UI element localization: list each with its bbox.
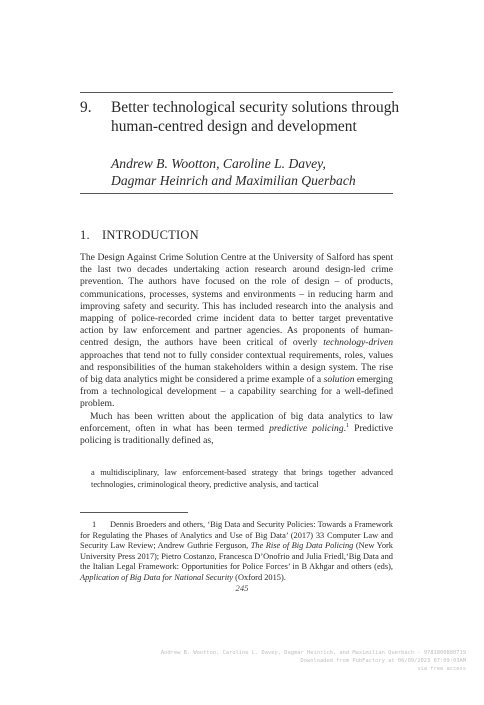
paragraph-2: Much has been written about the application of big data analytics to law enforcement, often in what has been termed predictive policing.$^1$ Predictive policing is traditionally defined as, bbox=[80, 410, 394, 447]
section-title: INTRODUCTION bbox=[102, 228, 199, 242]
chapter-number: 9. bbox=[80, 99, 92, 116]
top-rule bbox=[80, 92, 393, 93]
section-number: 1. bbox=[80, 228, 90, 242]
footnote: 1 Dennis Broeders and others, ‘Big Data and Security Policies: Towards a Framework for Regulating the Phases of Analytics and Use of Big Data’ (2017) 33 Computer Law and Security Law Review; Andrew Guthrie Ferguson, The Rise of Big Data Policing (New York University Press 2017); Pietro Costanzo, Francesca D’Onofrio and Julia Friedl,‘Big Data and the Italian Legal Framework: Opportunities for Police Forces’ in B Akhgar and others (eds), Application of Big Data for National Security (Oxford 2015). bbox=[80, 520, 393, 582]
section-heading bbox=[80, 228, 199, 243]
footnote-reference[interactable]: 1 bbox=[346, 422, 350, 429]
body-text bbox=[80, 252, 393, 447]
watermark-line-1: Andrew B. Wootton, Caroline L. Davey, Dagmar Heinrich, and Maximilian Querbach - 9781800880719 bbox=[160, 650, 466, 656]
chapter-authors bbox=[111, 155, 401, 189]
page-number: 245 bbox=[235, 583, 249, 593]
watermark-line-2: Downloaded from PubFactory at 06/09/2023 07:09:03AM bbox=[300, 657, 466, 664]
authors-line-2: Dagmar Heinrich and Maximilian Querbach bbox=[111, 173, 356, 188]
authors-line-1: Andrew B. Wootton, Caroline L. Davey, bbox=[111, 156, 326, 171]
footnote-rule bbox=[80, 512, 188, 513]
watermark-line-3: via free access bbox=[417, 665, 466, 672]
footnote-number: 1 bbox=[92, 520, 97, 529]
block-quote: a multidisciplinary, law enforcement-based strategy that brings together advanced technologies, criminological theory, predictive analysis, and tactical bbox=[91, 468, 393, 489]
download-watermark bbox=[46, 650, 466, 673]
paragraph-1: The Design Against Crime Solution Centre at the University of Salford has spent the last two decades undertaking action research around design-led crime prevention. The authors have focused on the role of design – of products, communications, processes, systems and environments – in reducing harm and improving safety and security. This has included research into the analysis and mapping of police-recorded crime incident data to better target preventative action by law enforcement and partner agencies. As proponents of human-centred design, the authors have been critical of overly technology-driven approaches that tend not to fully consider contextual requirements, roles, values and responsibilities of the human stakeholders within a design system. The rise of big data analytics might be considered a prime example of a solution emerging from a technological development – a capability searching for a well-defined problem. bbox=[80, 252, 393, 410]
chapter-title: Better technological security solutions through human-centred design and development bbox=[111, 99, 400, 135]
bottom-rule bbox=[80, 193, 393, 194]
